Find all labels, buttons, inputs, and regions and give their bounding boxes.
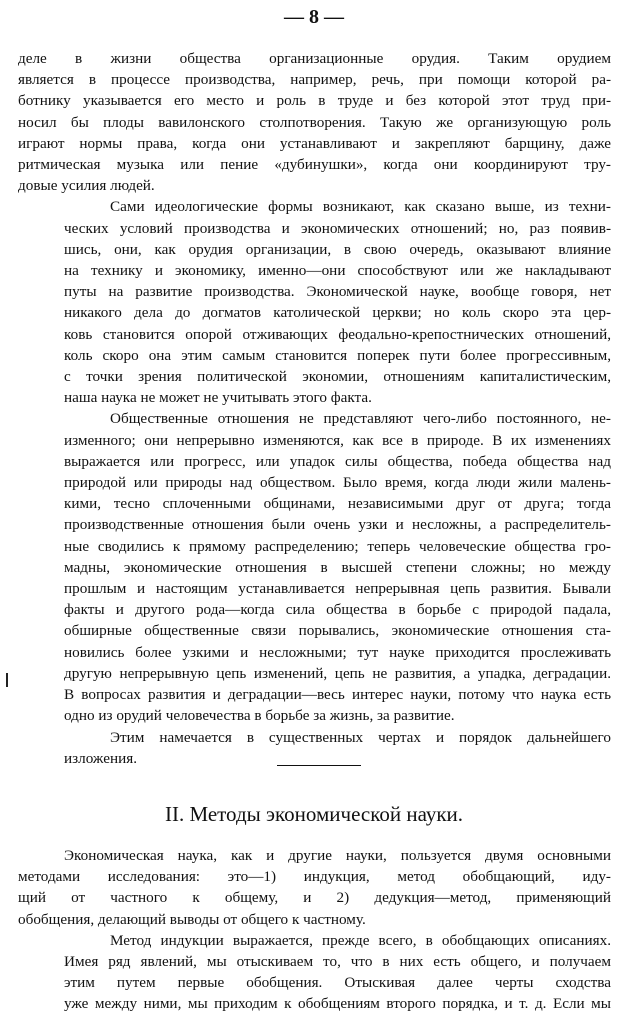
text-line: играют нормы права, когда они устанавливают и закрепляют барщину, даже	[18, 134, 611, 152]
text-line: носил бы плоды вавилонского столпотворения. Такую же организующую роль	[18, 113, 611, 131]
text-line: обширные общественные связи порывались, экономические отношения ста-	[64, 622, 611, 640]
text-line: Общественные отношения не представляют чего-либо постоянного, не-	[110, 410, 611, 428]
text-line: наша наука не может не учитывать этого факта.	[64, 389, 372, 407]
text-line: В вопросах развития и деградации—весь интерес науки, потому что наука есть	[64, 686, 611, 704]
text-line: уже между ними, мы приходим к обобщениям второго порядка, и т. д. Если мы	[64, 995, 611, 1013]
text-line: выражается или прогресс, или упадок силы общества, победа общества над	[64, 452, 611, 470]
text-line: довые усилия людей.	[18, 177, 155, 195]
paragraph-2	[18, 196, 611, 408]
text-line: на технику и экономику, именно—они способствуют или же накладывают	[64, 262, 611, 280]
text-line: обобщения, делающий выводы от общего к частному.	[18, 910, 366, 928]
text-line: новились более узкими и несложными; тут науке приходится прослеживать	[64, 643, 611, 661]
text-line: Метод индукции выражается, прежде всего, в обобщающих описаниях.	[110, 931, 611, 949]
paragraph-4	[18, 727, 611, 769]
text-line: ческих условий производства и экономических отношений; но, раз появив-	[64, 219, 611, 237]
text-line: методами исследования: это—1) индукция, метод обобщающий, иду-	[18, 868, 611, 886]
text-line: Сами идеологические формы возникают, как сказано выше, из техни-	[110, 198, 611, 216]
section-paragraph-1	[18, 845, 611, 930]
text-line: щий от частного к общему, и 2) дедукция—метод, применяющий	[18, 889, 611, 907]
text-line: факты и другого рода—когда сила общества в борьбе с природой падала,	[64, 601, 611, 619]
paragraph-3	[18, 408, 611, 726]
text-line: изменного; они непрерывно изменяются, как все в природе. В их изменениях	[64, 431, 611, 449]
main-text	[18, 48, 611, 769]
text-line: шись, они, как орудия организации, в свою очередь, оказывают влияние	[64, 240, 611, 258]
text-line: коль скоро она этим самым становится поперек пути более прогрессивным,	[64, 346, 611, 364]
margin-mark	[6, 673, 8, 687]
text-line: является в процессе производства, например, речь, при помощи которой ра-	[18, 71, 611, 89]
text-line: прошлым и настоящим устанавливается непрерывная цепь развития. Бывали	[64, 580, 611, 598]
section-paragraph-2	[18, 930, 611, 1015]
section-heading: II. Методы экономической науки.	[164, 802, 464, 826]
text-line: ритмическая музыка или пение «дубинушки», когда они координируют тру-	[18, 156, 611, 174]
text-line: ные сводились к прямому распределению; теперь человеческие общества гро-	[64, 537, 611, 555]
text-line: другую непрерывную цепь изменений, цепь не развития, а упадка, деградации.	[64, 664, 611, 682]
section-text	[18, 845, 611, 1015]
text-line: с точки зрения политической экономии, отношениям капиталистическим,	[64, 368, 611, 386]
text-line: деле в жизни общества организационные орудия. Таким орудием	[18, 50, 611, 67]
text-line: Имея ряд явлений, мы отыскиваем то, что в них есть общего, и получаем	[64, 953, 611, 971]
text-line: ботнику указывается его место и роль в труде и без которой этот труд при-	[18, 92, 611, 110]
text-line: Экономическая наука, как и другие науки, пользуется двумя основными	[64, 847, 611, 864]
section-divider	[277, 765, 361, 766]
text-line: природой или природы над обществом. Было время, когда люди жили малень-	[64, 474, 611, 492]
text-line: изложения.	[64, 749, 137, 767]
text-line: одно из орудий человечества в борьбе за жизнь, за развитие.	[64, 707, 455, 725]
text-line: никакого дела до догматов католической церкви; но коль скоро эта цер-	[64, 304, 611, 322]
page-number: — 8 —	[284, 6, 344, 28]
text-line: этим путем первые обобщения. Отыскивая далее черты сходства	[64, 974, 611, 992]
text-line: ковь становится опорой отживающих феодально-крепостнических отношений,	[64, 325, 611, 343]
text-line: Этим намечается в существенных чертах и порядок дальнейшего	[110, 728, 611, 746]
paragraph-1	[18, 48, 611, 196]
text-line: производственные отношения были очень узки и несложны, а распределитель-	[64, 516, 611, 534]
text-line: путы на развитие производства. Экономической науке, вообще говоря, нет	[64, 283, 611, 301]
text-line: кими, тесно сплоченными общинами, независимыми друг от друга; тогда	[64, 495, 611, 513]
text-line: мадны, экономические отношения в высшей степени сложны; но между	[64, 558, 611, 576]
